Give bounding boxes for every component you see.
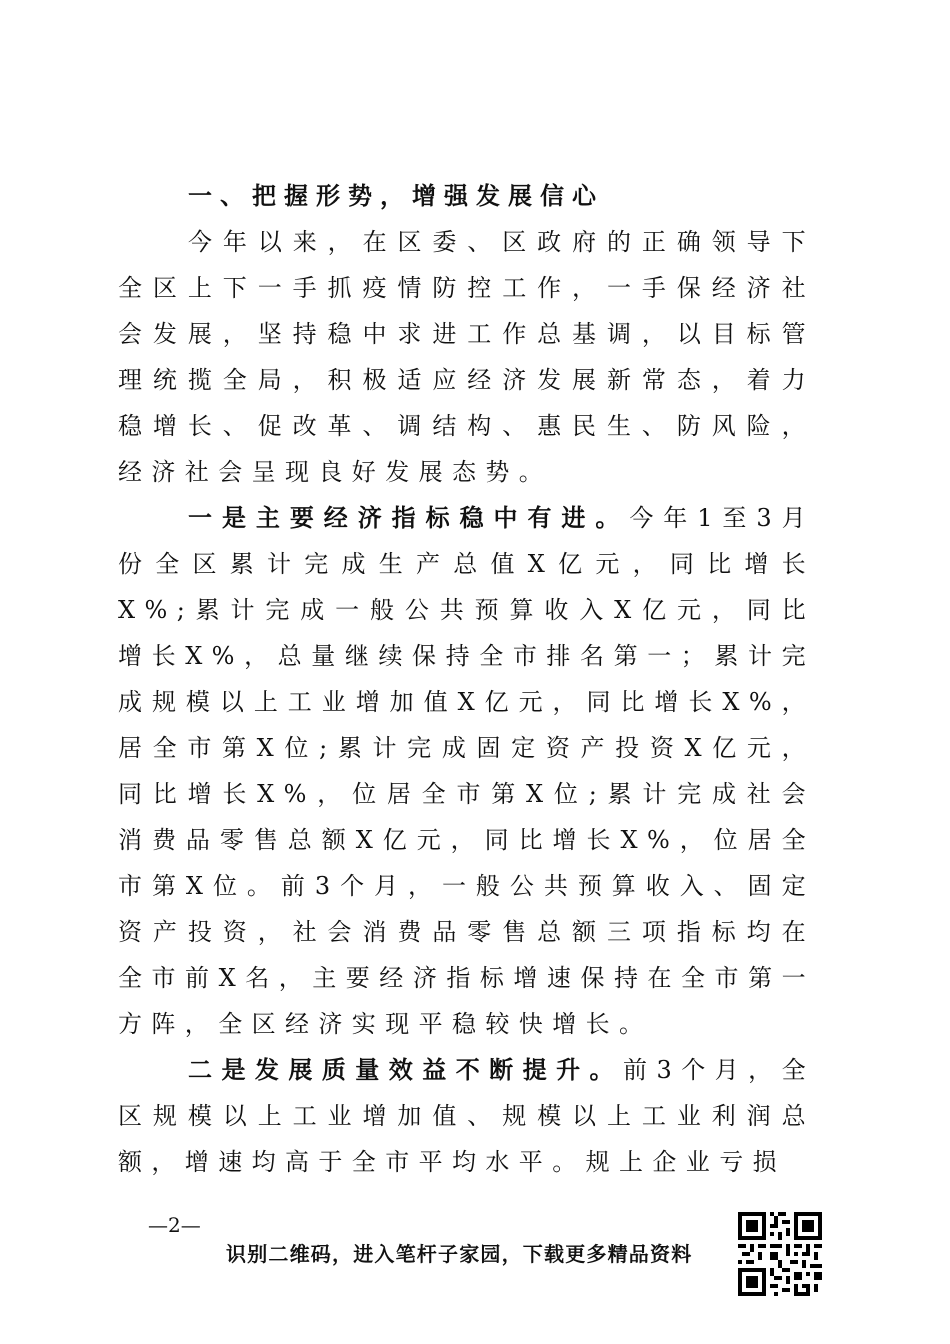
section-heading: 一、把握形势，增强发展信心 xyxy=(188,181,604,210)
paragraph-lead: 二是发展质量效益不断提升。 xyxy=(188,1055,624,1084)
paragraph-lead: 一是主要经济指标稳中有进。 xyxy=(188,503,630,532)
document-body xyxy=(118,173,815,1185)
qr-code-icon[interactable] xyxy=(738,1212,822,1296)
promo-text: 识别二维码，进入笔杆子家园，下载更多精品资料 xyxy=(226,1242,693,1266)
paragraph-intro xyxy=(118,219,815,495)
paragraph-text: 今年1至3月份全区累计完成生产总值X亿元，同比增长X%;累计完成一般公共预算收入X亿元，同比增长X%，总量继续保持全市排名第一；累计完成规模以上工业增加值X亿元，同比增长X%，居全市第X位;累计完成固定资产投资X亿元，同比增长X%，位居全市第X位;累计完成社会消费品零售总额X亿元，同比增长X%，位居全市第X位。前3个月，一般公共预算收入、固定资产投资，社会消费品零售总额三项指标均在全市前X名，主要经济指标增速保持在全市第一方阵，全区经济实现平稳较快增长。 xyxy=(118,504,815,1038)
paragraph-text: 前3个月，全区规模以上工业增加值、规模以上工业利润总额，增速均高于全市平均水平。规上企业亏损 xyxy=(118,1056,815,1176)
paragraph-indicators xyxy=(118,495,815,1047)
page-number: —2— xyxy=(148,1213,201,1237)
paragraph-quality xyxy=(118,1047,815,1185)
paragraph-text: 今年以来，在区委、区政府的正确领导下全区上下一手抓疫情防控工作，一手保经济社会发展，坚持稳中求进工作总基调，以目标管理统揽全局，积极适应经济发展新常态，着力稳增长、促改革、调结构、惠民生、防风险，经济社会呈现良好发展态势。 xyxy=(118,228,815,486)
